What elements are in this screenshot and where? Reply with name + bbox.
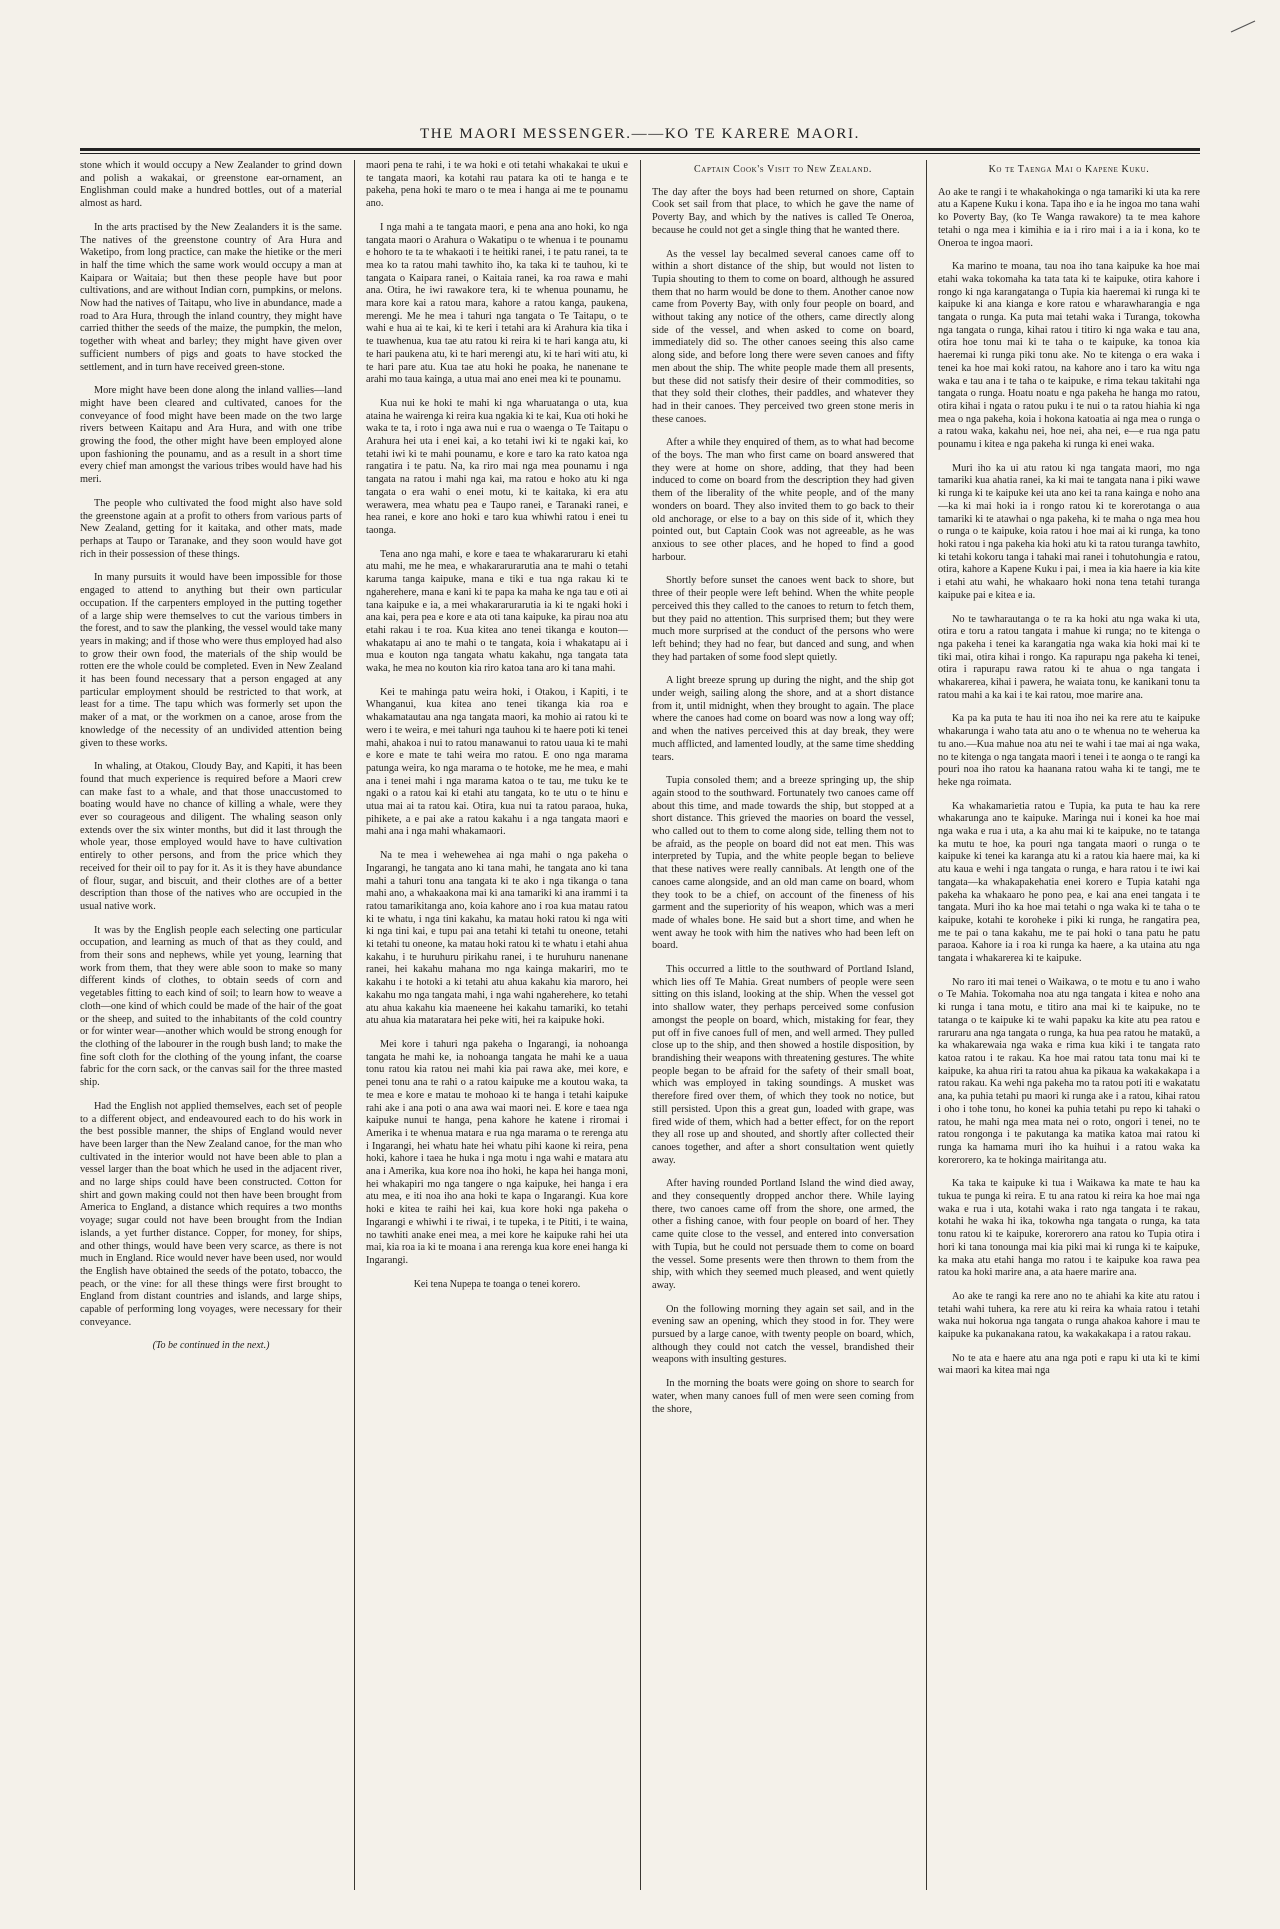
- paragraph: In the arts practised by the New Zealanders it is the same. The natives of the greenstone country of Ara Hura and Waketipo, from long practice, can make the hietike or the meri in half the time which the same work would occupy a man at Kaipara or Waitaia; but then these people have but poor cultivations, and are without Indian corn, pumpkins, or melons. Now had the natives of Taitapu, who live in abundance, made a road to Ara Hura, through the inland country, they might have carried thither the seeds of the maize, the pumpkin, the melon, together with wheat and barley; they might have given over sufficient numbers of pigs and goats to have stocked the settlement, and in turn have received green-stone.: [80, 221, 342, 373]
- paragraph: The day after the boys had been returned on shore, Captain Cook set sail from that place, to which he gave the name of Poverty Bay, and which by the natives is called Te Oneroa, because he could not get a single thing that he wanted there.: [652, 186, 914, 236]
- paragraph: Ao ake te rangi ka rere ano no te ahiahi ka kite atu ratou i tetahi wahi tuhera, ka rere atu ki reira ka whaia ratou i tetahi waka nui hokorua nga tangata o runga ahakoa kahore i mau te kaipuke ka pukanakana ratou, ka wakakakapa i a ratou rakau.: [938, 1290, 1200, 1341]
- paragraph: stone which it would occupy a New Zealander to grind down and polish a wakakai, or greenstone ear-ornament, an Englishman could make a hundred bottles, out of a material almost as hard.: [80, 160, 342, 210]
- column-divider: [354, 160, 355, 1890]
- paragraph: Kei te mahinga patu weira hoki, i Otakou, i Kapiti, i te Whanganui, kua kitea ano tenei tikanga kia roa e whakamatautau ana nga tangata maori, ka mohio ai ratou ki te wero i te weira, e mei tahuri nga tauhou ki te haere poti ki tenei mahi, ahakoa i nui to ratou manawanui to ratou uaua ki te mahi e kore e mate te tahi weira mo ratou. E ono nga marama patunga weira, ko nga marama o te hotoke, me he mea, e mahi ana i tenei mahi i nga marama katoa o te tau, me tuku ke te ngaki o a ratou kai ki etahi atu tangata, ko te utu o te hinu e utua mai ai ta ratou kai. Otira, kua nui ta ratou paraoa, huka, pihikete, a e pai ake a ratou kakahu i a nga tangata maori e mahi ana i nga mahi whakamaori.: [366, 686, 628, 838]
- paragraph: Shortly before sunset the canoes went back to shore, but three of their people were left behind. When the white people perceived this they called to the canoes to return to fetch them, but they paid no attention. This surprised them; but they were much more surprised at the conduct of the persons who were left behind; they had no fear, but danced and sung, and when they had partaken of some food slept quietly.: [652, 575, 914, 663]
- paragraph: No raro iti mai tenei o Waikawa, o te motu e tu ano i waho o Te Mahia. Tokomaha noa atu nga tangata i kitea e noho ana ki runga i tana motu, e titiro ana mai ki te kaipuke, no te tatanga o te kaipuke ki te wahi papaku ka kite atu pea ratou e raruraru ana nga tangata o runga, ka hua pea ratou he matakū, a ka whakarewaia nga waka e rima kua kiki i te tangata rato katoa ratou i te rakau. Ka hoe mai ratou tata tonu mai ki te kaipuke, ka ahua riri ta ratou ahua ka pikaua ka wakakakapa i a ratou rakau. Ka wehi nga pakeha mo ta ratou poti iti e wakatatu ana, ka puhia tetahi pu maori ki runga ake i a ratou, kihai ratou i oho i tohe tonu, ho konei ka puhia tetahi pu repo ki tahaki o ratou, he mahi nga mea mata nei o roto, ongori i tenei, no te ratou rongonga i te pakutanga ka matika katoa mai ratou ki runga ka hamama muri iho ka huihui i a ratou waka ka korerorero, ka te hokinga mairitanga atu.: [938, 976, 1200, 1166]
- paragraph: Kua nui ke hoki te mahi ki nga wharuatanga o uta, kua ataina he wairenga ki reira kua ngakia ki te kai, Kua oti hoki he waka te ta, i roto i nga awa nui e rua o waenga o Te Taitapu o Arahura hei uta i enei kai, a ko tetahi iwi ki te ngaki kai, ko tetahi iwi ki te mahi pounamu, e kore e taro ka rato katoa nga rangatira i te patu. Na, ka riro mai nga mea pounamu i nga tangata na ratou i mahi nga kai, ma ratou e hoko atu ki nga tangata o era wahi o enei motu, ki te kaitaka, ki era atu werawera, mea whatu pea e Taupo ranei, e Taranaki ranei, e hea ranei, e kore ano hoki e taro kua whiwhi ratou i enei tu taonga.: [366, 397, 628, 536]
- masthead: THE MAORI MESSENGER.——KO TE KARERE MAORI.: [420, 126, 860, 142]
- column-maori-division-of-labour: [366, 160, 628, 1890]
- paragraph: In whaling, at Otakou, Cloudy Bay, and Kapiti, it has been found that much experience is required before a Maori crew can make fast to a whale, and that those unaccustomed to boating would have no chance of killing a whale, were they ever so courageous and diligent. The whaling season only extends over the six winter months, but did it last through the whole year, those employed would have to have cultivation entirely to other persons, and from the price which they received for their oil to pay for it. As it is they have abundance of flour, sugar, and biscuit, and their clothes are of a better description than those of the natives who are occupied in the usual native work.: [80, 761, 342, 912]
- paragraph: I nga mahi a te tangata maori, e pena ana ano hoki, ko nga tangata maori o Arahura o Wakatipu o te whenua i te pounamu e hohoro te ta te whakaoti i te heitiki ranei, i te patu ranei, ta te mea ko ta ratou mahi tawhito iho, ka taka ki te tauhou, ki te tangata o Kaipara ranei, o Kaitaia ranei, ka roa rawa e mahi ana. Otira, he iwi rawakore tera, ki te whenua pounamu, he mara kore kai a ratou mara, kahore a ratou kanga, paukena, merengi. Me he mea i tahuri nga tangata o Te Taitapu, o te wahi e hua ai te kai, ki te keri i tetahi ara ki Arahura kia tika i te tuawhenua, kua tae atu ratou ki reira ki te hari kanga atu, ki te hari paukena atu, ki te hari merengi atu, ki te hari witi atu, ki te hari pare atu. Kua tae atu hoki he poaka, he nanenane te arahi mo taua kainga, a utua mai ano enei mea ki te pounamu.: [366, 221, 628, 386]
- masthead-rule-thin: [80, 153, 1200, 154]
- paragraph: No te ata e haere atu ana nga poti e rapu ki uta ki te kimi wai maori ka kitea mai nga: [938, 1352, 1200, 1377]
- paragraph: Mei kore i tahuri nga pakeha o Ingarangi, ia nohoanga tangata he mahi ke, ia nohoanga tangata he mahi ke a uaua tonu ratou kia ratou nei mahi kia pai rawa ake, mei kore, e penei tonu ana te rahi o a ratou kaipuke me a koutou waka, ta te mea e kore e matau te mohoao ki te hanga i tetahi kaipuke rahi ake i ana poti o ana awa wai maori nei. E kore e taea nga kaipuke nunui te hanga, pena kahore he katene i riromai i Amerika i te whenua matara e rua nga marama o te rerenga atu i Ingarangi, hei whatu hate hei whatu pihi kaone ki reira, pena hoki, kahore i taea he huka i nga motu i nga wahi e matara atu ana i Amerika, kua kore noa iho hoki, he kapa hei hanga moni, hei whakapiri mo nga tangere o nga kaipuke, hei hanga i era atu mea, e iti noa iho ana hoki te kapa o Ingarangi. Kua kore hoki e kitea te raihi hei kai, kua kore hoki nga pakeha o Ingarangi e whiwhi i te riwai, i te tupeka, i te Pititi, i te waina, no tawhiti anake enei mea, a mei kore he kaipuke rahi hei uta mai, kia roa ia ki te moana i ana rerenga kua kore enei hanga ki Ingarangi.: [366, 1039, 628, 1266]
- paragraph: On the following morning they again set sail, and in the evening saw an opening, which they stood in for. They were pursued by a large canoe, with twenty people on board, which, although they could not catch the vessel, brandished their weapons with insulting gestures.: [652, 1303, 914, 1366]
- paragraph: Ao ake te rangi i te whakahokinga o nga tamariki ki uta ka rere atu a Kapene Kuku i kona. Tapa iho e ia he ingoa mo tana wahi ko Poverty Bay, (ko Te Wanga rawakore) ta te mea kahore tetahi o nga mea i kimihia e ia i riro mai i a ia i kona, ko te Oneroa te ingoa maori.: [938, 186, 1200, 249]
- column-captain-cook-english: [652, 160, 914, 1890]
- paragraph: More might have been done along the inland vallies—land might have been cleared and cultivated, canoes for the conveyance of food might have been made on the two large rivers between Kaitapu and Ara Hura, and with one tribe growing the food, the other might have been employed alone upon fashioning the pounamu, and as a result in a short time every chief man amongst the various tribes would have had his meri.: [80, 385, 342, 486]
- paragraph: Ka taka te kaipuke ki tua i Waikawa ka mate te hau ka tukua te punga ki reira. E tu ana ratou ki reira ka hoe mai nga waka e rua i uta, kotahi waka i rato nga tangata i te rakau, kotahi he waka hi ika, tokowha nga tangata o runga, ka tata tonu ratou ki te kaipuke, korerorero ana ratou ko Tupia otira i hori ki tana tonounga mai kia piki mai ki runga ki te kaipuke, ka maka atu etahi hanga mo ratou i te kaipuke koa rawa pea ratou ka hoki marire ana, a ata haere marire ana.: [938, 1178, 1200, 1279]
- continued-note-maori: Kei tena Nupepa te toanga o tenei korero.: [413, 1278, 581, 1290]
- paragraph: Na te mea i wehewehea ai nga mahi o nga pakeha o Ingarangi, he tangata ano ki tana mahi, he tangata ano ki tana mahi a tahuri tonu ana tangata ki te ako i nga tikanga o tana mahi ano, a whakaakona mai ki ana tamariki ki ana irammi i ta ratou tamarikitanga ano, koia kahore ano i roa kua matau ratou ki te whatu, i nga tini kakahu, ka matau hoki ratou ki nga witi ki nga tini kai, e tupu pai ana tetahi ki tetahi tu oneone, tetahi ki tetahi tu oneone, ka matau hoki ratou ki te whatu i etahi ahua kakahu, i te huruhuru pirikahu ranei, i te huruhuru nanenane ranei, hei kakahu mahana mo nga kainga makariri, mo te kakahu i te hotoki a ki tetahi atu ahua kakahu kia maroro, hei kakahu mo nga tangata mahi, i nga wahi ngaherehere, ko tetahi atu ahua kakahu kia maeneene hei kakahu tamariki, ko tetahi atu ahua kia mataratara hei peke witi, hei ra kaipuke hoki.: [366, 850, 628, 1027]
- paragraph: Tupia consoled them; and a breeze springing up, the ship again stood to the southward. Fortunately two canoes came off about this time, and made towards the ship, but stopped at a short distance. This grieved the maories on board the vessel, who called out to them to come along side, telling them not to be afraid, as the people on board did not eat men. This was interpreted by Tupia, and the white people began to believe that these natives were really cannibals. At length one of the canoes came alongside, and an old man came on board, whom they took to be a chief, on account of the fineness of his garment and the superiority of his weapon, which was a meri made of whales bone. He said but a short time, and when he went away he took with him the natives who had been left on board.: [652, 775, 914, 952]
- paragraph: Had the English not applied themselves, each set of people to a different object, and endeavoured each to do his work in the best possible manner, the ships of England would never have been larger than the New Zealand canoe, for the man who cultivated in the interior would not have been able to plan a vessel larger than the boat which he used in the adjacent river, and no large ships could have been constructed. Cotton for shirt and gown making could not then have been brought from America to England, a distance which requires a two months voyage; sugar could not have been brought from the Indian islands, a yet further distance. Copper, for money, for ships, and other things, would have been very scarce, as there is not much in England. Rice would never have been used, nor would the English have obtained the seeds of the potato, tobacco, the peach, or the vine: for all these things were first brought to England from distant countries and islands, and large ships, capable of performing long voyages, were necessary for their conveyance.: [80, 1100, 342, 1328]
- paragraph: The people who cultivated the food might also have sold the greenstone again at a profit to others from various parts of New Zealand, getting for it kaitaka, and other mats, made perhaps at Taupo or Taranake, and they soon would have got rich in their possession of these things.: [80, 497, 342, 560]
- paragraph: maori pena te rahi, i te wa hoki e oti tetahi whakakai te ukui e te tangata maori, ka kotahi rau patara ka oti te hanga e te pakeha, pena hoki te maro o te mea i hanga ai me te pounamu ano.: [366, 160, 628, 210]
- paragraph: In the morning the boats were going on shore to search for water, when many canoes full of men were seen coming from the shore,: [652, 1378, 914, 1415]
- paragraph: In many pursuits it would have been impossible for those engaged to attend to anything but their own particular occupation. If the carpenters employed in the putting together of a large ship were themselves to cut the various timbers in the forest, and to saw the planking, the vessel would take many years in making; and if those who were thus employed had also to grow their own food, the materials of the ship would be rotten ere the whole could be completed. Even in New Zealand it has been found necessary that a person engaged at any particular employment should be restricted to that work, at least for a time. The tapu which was formerly set upon the maker of a mat, or the workmen on a canoe, arose from the knowledge of the necessity of an undivided attention being given to these works.: [80, 572, 342, 749]
- paragraph: Tena ano nga mahi, e kore e taea te whakararuraru ki etahi atu mahi, me he mea, e whakararurarutia ana te mahi o tetahi karuma tanga kaipuke, mana e tiki e tua nga rakau ki te ngaherehere, mana e kani ki te papa ka maha ke nga tau e oti ai tana kaipuke e ia, a mei whakararurarutia ia ki te ngaki hoki i ana kai, pera pea e kore e ata oti tana kaipuke, ka pirau noa atu etahi rakau i te roa. Kua kitea ano tenei tikanga e kouton—whakatapu ai ano te mahi o te tangata, koia i whakatapu ai i mua e kouton nga tangata whatu kakahu, nga tangata tata waka, he mea no kouton kia riro katoa tana aro ki tana mahi.: [366, 548, 628, 675]
- paragraph: Ka whakamarietia ratou e Tupia, ka puta te hau ka rere whakarunga ano te kaipuke. Maringa nui i konei ka hoe mai nga waka e rua i uta, a ka ahu mai ki te kaipuke, no te tatanga ka mutu te hoe, ka pouri nga tangata maori o runga o te kaipuke ki tenei ka karanga atu ki a ratou kia haere mai, ka ki atu kaua e wehi i nga tangata o runga, e hara ratou i te iwi kai tangata—ka whakapakehatia enei korero e Tupia katahi nga pakeha ka whakaaro he pono pea, e kai ana enei tangata i te tangata. Muri iho ka hoe mai tetahi o nga waka ki te taha o te kaipuke, kotahi te koroheke i piki ki runga, he rangatira pea, me te pai o tana kakahu, me te pai hoki o tana patu he patu paraoa. Kahore ia i roa ki runga ka haere, a ka utaina atu nga tangata i whakarerea ki te kaipuke.: [938, 800, 1200, 965]
- paragraph: As the vessel lay becalmed several canoes came off to within a short distance of the ship, but would not listen to Tupia shouting to them to come on board, although he assured them that no harm would be done to them. Another canoe now came from Poverty Bay, with only four people on board, and without taking any notice of the others, came directly along side of the vessel, and when asked to come on board, immediately did so. The other canoes seeing this also came along side, and before long there were seven canoes and fifty men about the ship. The white people made them all presents, but these did not satisfy their desire of their commodities, so that they sold their clothes, their paddles, and whatever they had in their canoes. They perceived two green stone meris in these canoes.: [652, 248, 914, 425]
- column-captain-cook-maori: [938, 160, 1200, 1890]
- article-columns: [80, 160, 1200, 1890]
- column-divider: [926, 160, 927, 1890]
- paragraph: A light breeze sprung up during the night, and the ship got under weigh, sailing along the shore, and at a short distance from it, until midnight, when they brought to again. The place where the canoes had come on board was now a long way off; and when the natives perceived this at day break, they were much afflicted, and lamented loudly, at the same time shedding tears.: [652, 675, 914, 763]
- paragraph: No te tawharautanga o te ra ka hoki atu nga waka ki uta, otira e toru a ratou tangata i mahue ki runga; no te kitenga o nga pakeha i tenei ka karangatia nga waka kia hoki mai ki te tiki mai, otira kihai i rongo. Ka rapurapu nga pakeha ki tenei, otira i rapurapu rawa ratou ki te ahua o nga tangata i whakarerea, kihai i pawera, he waiata tonu, ke kanikani tonu ta ratou mahi a ka kai i te kai ratou, moe marire ana.: [938, 613, 1200, 701]
- continued-note: (To be continued in the next.): [152, 1340, 270, 1352]
- paragraph: After having rounded Portland Island the wind died away, and they consequently dropped anchor there. While laying there, two canoes came off from the shore, one armed, the other a fishing canoe, with four people on board of her. They came quite close to the vessel, and entered into conversation with Tupia, but he could not persuade them to come on board the vessel. Some presents were then thrown to them from the ship, with which they seemed much pleased, and went quietly away.: [652, 1178, 914, 1291]
- masthead-rule-thick: [80, 148, 1200, 151]
- paragraph: It was by the English people each selecting one particular occupation, and learning as much of that as they could, and from their sons and nephews, while yet young, learning that work from them, that they were able soon to make so many different kinds of clothes, to obtain seeds of corn and vegetables fitting to each kind of soil; to learn how to weave a cloth—one kind of which could be made of the hair of the goat or the sheep, and suited to the inhabitants of the cold country or for winter wear—another which would be strong enough for the clothing of the labourer in the rough bush land; to make the fine soft cloth for the clothing of the young infant, the coarse fabric for the corn sack, or the canvas sail for the three masted ship.: [80, 924, 342, 1089]
- paragraph: Muri iho ka ui atu ratou ki nga tangata maori, mo nga tamariki kua ahatia ranei, ka ki mai te tangata nana i piki wawe ki runga ki te kaipuke kei uta ano kei ta rana kainga e noho ana—ka ki mai hoki ia i rongo ratou ki te korerotanga o aua tamariki ki te atawhai o nga pakeha, ki te maha o nga mea hou o runga o te kaipuke, koia ratou i hoe mai ai ki runga, ka tono hoki ratou i nga pakeha kia hoki atu ki ta ratou turanga tawhito, ki tetahi kokoru tanga i tahaki mai ranei i tohutohungia e ratou, otira, kahore a Kapene Kuku i pai, i mea ia kia haere ia kia kite i etahi atu wahi, he whakaaro hoki nona tena tetahi turanga kaipuke pai e kitea e ia.: [938, 462, 1200, 601]
- paragraph: This occurred a little to the southward of Portland Island, which lies off Te Mahia. Great numbers of people were seen sitting on this island, looking at the ship. When the vessel got into shallow water, they perhaps perceived some confusion amongst the people on board, which, mistaking for fear, they put off in five canoes full of men, and well armed. They pulled close up to the ship, and then showed a hostile disposition, by brandishing their weapons with threatening gestures. The white people began to be afraid for the safety of their small boat, which was employed in taking soundings. A musket was therefore fired over them, of which they took no notice, but still persisted. Upon this a great gun, loaded with grape, was fired wide of them, which had a better effect, for on the report they all rose up and shouted, and shortly after collected their canoes together, and after a short consultation went quietly away.: [652, 964, 914, 1166]
- column-english-division-of-labour: [80, 160, 342, 1890]
- article-heading: Captain Cook's Visit to New Zealand.: [694, 164, 872, 175]
- paragraph: Ka marino te moana, tau noa iho tana kaipuke ka hoe mai etahi waka tokomaha ka tata tata ki te kaipuke, otira kahore i rongo ki nga karangatanga o Tupia kia haeremai ki runga ki te kaipuke ki ana kianga e kore ratou e wharawharangia e nga tangata o runga. Ka puta mai tetahi waka i Turanga, tokowha nga tangata o runga, kihai ratou i titiro ki nga waka e tau ana, otira hoe tonu mai ki te taha o te kaipuke, ka tonoa kia haeremai ki runga piki tonu ake. No te kitenga o era waka i tenei ka hoe mai koki ratou, na kahore ano i taro ka witu nga waka e tau ana i te taha o te kaipuke, e rima tekau takitahi nga tangata o runga. Hoatu noatu e nga pakeha he hanga mo ratou, otira kihai i ngata o ratou puku i te nui o ta ratou hiahia ki nga mea o nga pakeha, koia i hokona katoatia ai nga mea o runga o a ratou waka, kakahu nei, hoe nei, aha nei, e—e rua nga patu pounamu i kitea e nga pakeha ki runga ki enei waka.: [938, 261, 1200, 451]
- paragraph: Ka pa ka puta te hau iti noa iho nei ka rere atu te kaipuke whakarunga i waho tata atu ano o te whenua no te weherua ka tu ano.—Kua mahue noa atu nei te wahi i tae mai ai nga waka, no te kitenga o nga tangata maori i tenei i te aonga o te rangi ka pouri noa iho ratou ka haanana ratou waha ki te tangi, me te heke nga roimata.: [938, 713, 1200, 788]
- paragraph: After a while they enquired of them, as to what had become of the boys. The man who first came on board answered that they were at home on shore, adding, that they had been induced to come on board from the description they had given them of the liberality of the white people, and of the many wonders on board. They also invited them to go back to their old anchorage, or else to a bay on this side of it, which they pointed out, but Captain Cook was not agreeable, as he was anxious to see other places, and he hoped to find a good harbour.: [652, 437, 914, 563]
- corner-pen-mark: [1228, 18, 1258, 34]
- article-heading: Ko te Taenga Mai o Kapene Kuku.: [988, 164, 1150, 175]
- column-divider: [640, 160, 641, 1890]
